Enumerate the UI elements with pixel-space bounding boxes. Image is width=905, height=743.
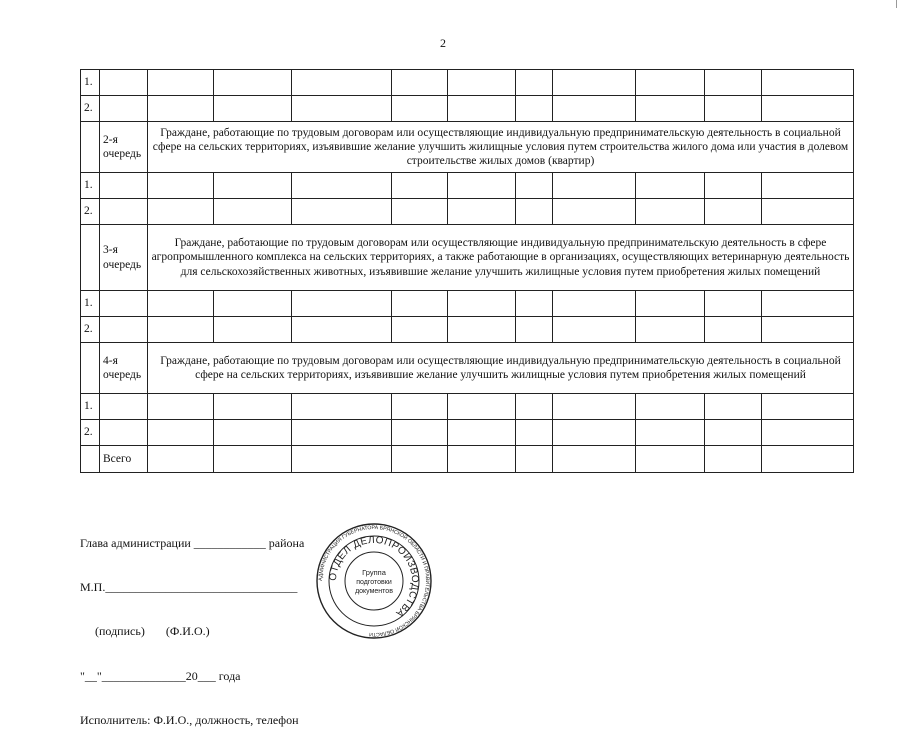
queue-header-row [81,122,854,173]
table-cell [762,173,854,199]
table-cell [705,199,762,225]
table-cell [392,317,448,343]
table-cell [100,317,148,343]
table-cell [636,394,705,420]
table-cell [705,394,762,420]
table-cell [553,291,636,317]
table-cell [148,199,214,225]
total-cell [392,446,448,473]
queue-number-cell [81,122,100,173]
table-cell [148,70,214,96]
housing-queue-table [80,69,854,473]
table-cell [516,394,553,420]
table-cell [100,394,148,420]
total-cell [448,446,516,473]
date-line: "__"______________20___ года [80,668,241,683]
stamp-center-line-3: документов [355,588,393,595]
table-cell [214,317,292,343]
signature-caption: (подпись) (Ф.И.О.) [80,624,210,639]
table-cell [636,317,705,343]
table-cell [448,420,516,446]
table-cell [214,291,292,317]
table-cell [553,96,636,122]
table-row [81,173,854,199]
table-cell [762,96,854,122]
table-cell [762,420,854,446]
row-number: 2. [81,317,100,343]
table-cell [148,317,214,343]
table-cell [448,96,516,122]
table-cell [516,199,553,225]
table-cell [392,420,448,446]
stamp-center-line-1: Группа [362,568,386,577]
table-cell [148,96,214,122]
table-cell [448,394,516,420]
table-cell [516,317,553,343]
table-cell [516,420,553,446]
table-cell [762,291,854,317]
total-cell [636,446,705,473]
table-cell [392,291,448,317]
table-cell [292,70,392,96]
table-cell [762,317,854,343]
queue-label: 2-я очередь [100,122,148,173]
table-cell [553,420,636,446]
total-cell [214,446,292,473]
table-cell [705,70,762,96]
table-cell [292,317,392,343]
signature-block [80,506,304,743]
table-cell [292,420,392,446]
total-cell [705,446,762,473]
table-row [81,70,854,96]
table-row [81,291,854,317]
table-cell [553,70,636,96]
queue-header-row [81,343,854,394]
total-number-cell [81,446,100,473]
row-number: 1. [81,291,100,317]
row-number: 1. [81,173,100,199]
table-cell [636,420,705,446]
table-cell [636,96,705,122]
table-cell [448,317,516,343]
table-cell [762,70,854,96]
table-cell [100,96,148,122]
row-number: 2. [81,420,100,446]
table-cell [292,173,392,199]
table-cell [636,291,705,317]
executor-line: Исполнитель: Ф.И.О., должность, телефон [80,713,299,728]
stamp-center-line-2: подготовки [356,579,392,586]
table-cell [148,173,214,199]
table-cell [100,420,148,446]
table-cell [292,199,392,225]
seal-signature-line: М.П.________________________________ [80,579,298,594]
table-cell [148,291,214,317]
table-cell [705,420,762,446]
table-cell [392,96,448,122]
table-row [81,199,854,225]
table-row [81,394,854,420]
table-cell [705,96,762,122]
table-cell [292,291,392,317]
queue-description: Граждане, работающие по трудовым договорам или осуществляющие индивидуальную предпринимательскую деятельность в сфере агропромышленного комплекса на сельских территориях, а также работающие в организациях, осуществляющих ветеринарную деятельность для сельскохозяйственных животных, изъявившие желание улучшить жилищные условия путем приобретения жилых помещений [148,225,854,291]
table-cell [100,70,148,96]
queue-label: 3-я очередь [100,225,148,291]
table-cell [214,199,292,225]
table-cell [762,199,854,225]
total-cell [553,446,636,473]
table-cell [392,199,448,225]
table-cell [448,173,516,199]
table-cell [516,173,553,199]
table-cell [214,173,292,199]
queue-description: Граждане, работающие по трудовым договорам или осуществляющие индивидуальную предпринимательскую деятельность в социальной сфере на сельских территориях, изъявившие желание улучшить жилищные условия путем строительства жилого дома или участия в долевом строительстве жилых домов (квартир) [148,122,854,173]
total-cell [516,446,553,473]
table-cell [214,96,292,122]
row-number: 2. [81,96,100,122]
table-cell [292,96,392,122]
table-cell [214,420,292,446]
table-cell [292,394,392,420]
scan-edge-mark [896,0,897,8]
row-number: 2. [81,199,100,225]
stamp-outer-text: АДМИНИСТРАЦИЯ ГУБЕРНАТОРА БРЯНСКОЙ ОБЛАСТИ И ПРАВИТЕЛЬСТВА БРЯНСКОЙ ОБЛАСТИ [317,524,431,638]
page-number: 2 [440,36,446,50]
table-cell [516,70,553,96]
queue-description: Граждане, работающие по трудовым договорам или осуществляющие индивидуальную предпринимательскую деятельность в социальной сфере на сельских территориях, изъявившие желание улучшить жилищные условия путем приобретения жилых помещений [148,343,854,394]
table-cell [705,173,762,199]
table-cell [100,199,148,225]
table-cell [553,394,636,420]
table-cell [448,70,516,96]
table-cell [553,173,636,199]
table-row [81,420,854,446]
table-cell [148,394,214,420]
table-cell [392,70,448,96]
table-cell [516,291,553,317]
table-cell [448,199,516,225]
table-cell [392,394,448,420]
head-of-administration-line: Глава администрации ____________ района [80,535,305,550]
queue-number-cell [81,225,100,291]
table-cell [636,173,705,199]
queue-number-cell [81,343,100,394]
table-cell [705,317,762,343]
row-number: 1. [81,394,100,420]
table-cell [214,394,292,420]
table-cell [148,420,214,446]
total-row [81,446,854,473]
table-cell [100,291,148,317]
table-cell [553,317,636,343]
total-cell [148,446,214,473]
table-cell [448,291,516,317]
table-cell [214,70,292,96]
total-cell [762,446,854,473]
row-number: 1. [81,70,100,96]
table-cell [100,173,148,199]
table-cell [553,199,636,225]
queue-header-row [81,225,854,291]
table-row [81,317,854,343]
total-cell [292,446,392,473]
table-cell [516,96,553,122]
table-cell [636,70,705,96]
table-cell [705,291,762,317]
stamp-ring-text: ОТДЕЛ ДЕЛОПРОИЗВОДСТВА [327,534,421,619]
table-cell [762,394,854,420]
queue-label: 4-я очередь [100,343,148,394]
total-label: Всего [100,446,148,473]
table-cell [636,199,705,225]
official-stamp-icon [315,522,433,640]
table-row [81,96,854,122]
table-cell [392,173,448,199]
